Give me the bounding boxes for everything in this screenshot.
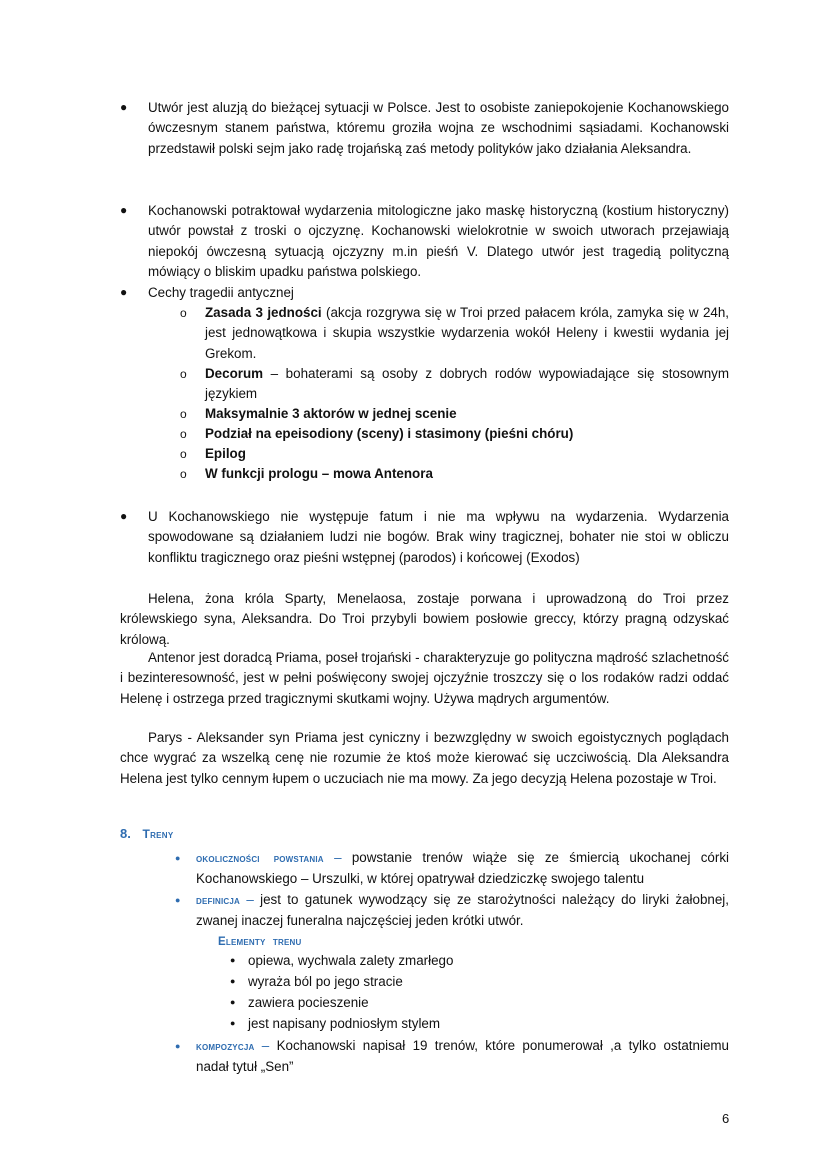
feature-rest: (akcja rozgrywa się w Troi przed pałacem króla, zamyka się w 24h, jest jednowątkowa i skupia wszystkie wydarzenia wokół Heleny i kwestii wydania jej Grekom. <box>205 305 730 361</box>
bullet-dot: ● <box>120 509 128 523</box>
section-heading <box>120 826 174 841</box>
feature-bold: Podział na epeisodiony (sceny) i stasimony (pieśni chóru) <box>205 426 574 441</box>
element-item: opiewa, wychwala zalety zmarłego <box>248 953 454 968</box>
treny-label: definicja <box>196 895 241 907</box>
circle-bullet: o <box>180 367 187 381</box>
treny-text: jest to gatunek wywodzący się ze starożytności należący do liryki żałobnej, zwanej inaczej funeralna najczęściej jeden krótki utwór. <box>196 892 729 929</box>
paragraph: Antenor jest doradcą Priama, poseł trojański - charakteryzuje go polityczna mądrość szlachetność i bezinteresowność, jest w pełni poświęcony swojej ojczyźnie troszczy się o los rodaków radzi oddać Helenę i ostrzega przed tragicznymi skutkami wojny. Używa mądrych argumentów. <box>120 650 729 706</box>
treny-item <box>196 1036 729 1078</box>
feature-item <box>205 303 729 364</box>
bullet-text: Utwór jest aluzją do bieżącej sytuacji w Polsce. Jest to osobiste zaniepokojenie Kochanowskiego ówczesnym stanem państwa, któremu groziła wojna ze wschodnimi sąsiadami. Kochanowski przedstawił polski sejm jako radę trojańską zaś metody polityków jako działania Aleksandra. <box>148 100 729 156</box>
element-item: jest napisany podniosłym stylem <box>248 1016 441 1031</box>
circle-bullet: o <box>180 447 187 461</box>
feature-item <box>205 404 729 424</box>
feature-item <box>205 364 729 405</box>
section-title: Treny <box>142 827 174 841</box>
circle-bullet: o <box>180 407 187 421</box>
bullet-dot: ● <box>175 895 181 905</box>
page-number: 6 <box>722 1111 730 1126</box>
section-number: 8. <box>120 826 131 841</box>
treny-text: Kochanowski napisał 19 trenów, które ponumerował ,a tylko ostatniemu nadał tytuł „Sen” <box>196 1038 730 1075</box>
element-item: wyraża ból po jego stracie <box>248 974 403 989</box>
circle-bullet: o <box>180 427 187 441</box>
elements-title: Elementy trenu <box>218 936 302 948</box>
treny-item <box>196 848 729 890</box>
feature-item <box>205 464 729 484</box>
treny-item <box>196 890 729 932</box>
bullet-dot: ● <box>230 955 236 965</box>
bullet-text: U Kochanowskiego nie występuje fatum i nie ma wpływu na wydarzenia. Wydarzenia spowodowane są działaniem ludzi nie bogów. Brak winy tragicznej, bohater nie stoi w obliczu konfliktu tragicznego oraz pieśni wstępnej (parodos) i końcowej (Exodos) <box>148 509 729 565</box>
bullet-dot: ● <box>120 203 128 217</box>
feature-bold: Maksymalnie 3 aktorów w jednej scenie <box>205 406 457 421</box>
paragraph: Helena, żona króla Sparty, Menelaosa, zostaje porwana i uprowadzoną do Troi przez królewskiego syna, Aleksandra. Do Troi przybyli bowiem posłowie greccy, którzy pragną odzyskać królową. <box>120 591 729 647</box>
bullet-dot: ● <box>230 1018 236 1028</box>
bullet-dot: ● <box>175 1041 181 1051</box>
paragraph: Parys - Aleksander syn Priama jest cyniczny i bezwzględny w swoich egoistycznych poglądach chce wygrać za wszelką cenę nie rozumie że ktoś może kierować się uczciwością. Dla Aleksandra Helena jest tylko cennym łupem o uczuciach nie ma mowy. Za jego decyzją Helena pozostaje w Troi. <box>120 730 729 786</box>
bullet-text: Kochanowski potraktował wydarzenia mitologiczne jako maskę historyczną (kostium historyczny) utwór powstał z troski o ojczyznę. Kochanowski wielokrotnie w swoich utworach przejawiają niepokój ówczesną sytuacją ojczyzny m.in pieśń V. Dlatego utwór jest tragedią polityczną mówiący o bliskim upadku państwa polskiego. <box>148 203 729 279</box>
feature-rest: – bohaterami są osoby z dobrych rodów wypowiadające się stosownym językiem <box>205 366 729 402</box>
bullet-dot: ● <box>120 285 128 299</box>
feature-bold: Epilog <box>205 446 246 461</box>
treny-dash: – <box>254 1038 277 1053</box>
feature-item <box>205 444 729 464</box>
bullet-dot: ● <box>230 976 236 986</box>
bullet-dot: ● <box>175 853 181 863</box>
bullet-dot: ● <box>230 997 236 1007</box>
feature-bold: Decorum <box>205 366 264 381</box>
treny-dash: – <box>240 892 261 907</box>
bullet-dot: ● <box>120 100 128 114</box>
treny-label: kompozycja <box>196 1041 255 1053</box>
feature-bold: W funkcji prologu – mowa Antenora <box>205 466 433 481</box>
element-item: zawiera pocieszenie <box>248 995 369 1010</box>
feature-bold: Zasada 3 jedności <box>205 305 322 320</box>
circle-bullet: o <box>180 306 187 320</box>
feature-item <box>205 424 729 444</box>
treny-dash: – <box>323 850 352 865</box>
circle-bullet: o <box>180 467 187 481</box>
treny-text: powstanie trenów wiąże się ze śmiercią ukochanej córki Kochanowskiego – Urszulki, w której opatrywał dziedziczkę swojego talentu <box>196 850 729 887</box>
treny-label: okoliczności powstania <box>196 853 324 865</box>
bullet-text: Cechy tragedii antycznej <box>148 285 294 300</box>
